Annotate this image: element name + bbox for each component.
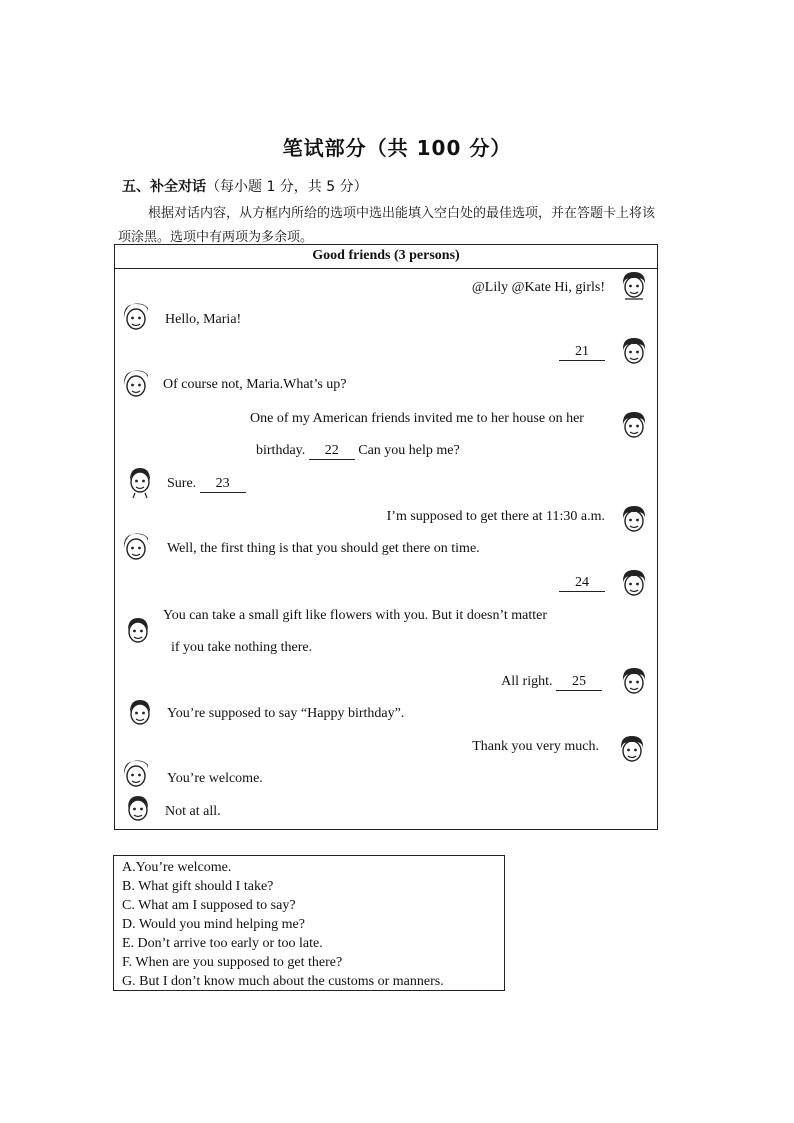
option-e: E. Don’t arrive too early or too late. [122,936,323,951]
lily-avatar-icon [121,300,151,334]
option-b: B. What gift should I take? [122,879,274,894]
maria-avatar-icon [619,409,649,443]
dialog-header: Good friends (3 persons) [115,245,657,269]
answer-blank-25[interactable]: 25 [556,674,602,691]
section-points-note: （每小题 1 分，共 5 分） [206,179,368,195]
option-g: G. But I don’t know much about the customs or manners. [122,974,444,989]
answer-blank-23[interactable]: 23 [200,476,246,493]
dialog-line: Of course not, Maria.What’s up? [163,377,347,392]
option-c: C. What am I supposed to say? [122,898,296,913]
dialog-line: You can take a small gift like flowers with you. But it doesn’t matter [163,608,548,623]
dialog-line: Hello, Maria! [165,312,242,327]
option-a: A.You’re welcome. [122,860,232,875]
page-title: 笔试部分（共 100 分） [282,136,512,160]
option-f: F. When are you supposed to get there? [122,955,343,970]
dialog-line [501,674,602,691]
dialog-line: Thank you very much. [472,739,599,754]
kate-avatar-icon [125,697,155,731]
dialog-line: Well, the first thing is that you should get there on time. [167,541,480,556]
dialog-line: You’re supposed to say “Happy birthday”. [167,706,405,721]
dialog-line: One of my American friends invited me to her house on her [250,411,584,426]
option-d: D. Would you mind helping me? [122,917,305,932]
dialog-line-text: All right. [501,674,553,689]
maria-avatar-icon [619,567,649,601]
answer-blank-21[interactable]: 21 [559,344,605,361]
lily-avatar-icon [121,757,151,791]
maria-avatar-icon [619,503,649,537]
kate-avatar-icon [123,615,153,649]
answer-blank-22[interactable]: 22 [309,443,355,460]
section-instructions: 根据对话内容，从方框内所给的选项中选出能填入空白处的最佳选项，并在答题卡上将该项涂黑。选项中有两项为多余项。 [118,206,656,245]
dialog-box [114,244,658,830]
options-box [113,855,505,991]
kate-avatar-icon [125,465,155,499]
lily-avatar-icon [121,367,151,401]
dialog-line [559,344,605,361]
dialog-line: Not at all. [165,804,221,819]
dialog-line [256,443,460,460]
maria-avatar-icon [617,733,647,767]
lily-avatar-icon [121,530,151,564]
maria-avatar-icon [619,335,649,369]
section-heading-label: 五、补全对话 [122,179,206,195]
dialog-line: I’m supposed to get there at 11:30 a.m. [386,509,605,524]
dialog-line [167,476,246,493]
maria-avatar-icon [619,269,649,303]
dialog-line-text: birthday. [256,443,306,458]
answer-blank-24[interactable]: 24 [559,575,605,592]
dialog-line [559,575,605,592]
dialog-line: if you take nothing there. [171,640,313,655]
dialog-line-text: Sure. [167,476,197,491]
kate-avatar-icon [123,793,153,827]
section-heading [122,176,368,196]
dialog-line-text: Can you help me? [358,443,460,458]
maria-avatar-icon [619,665,649,699]
dialog-line: @Lily @Kate Hi, girls! [471,280,605,295]
dialog-line: You’re welcome. [167,771,263,786]
